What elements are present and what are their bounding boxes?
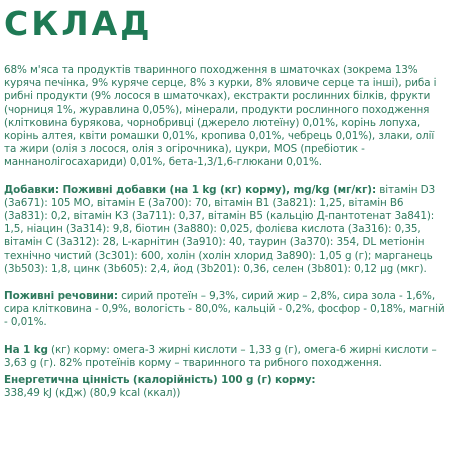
energy-text: 338,49 kJ (кДж) (80,9 kcal (ккал))	[4, 387, 181, 400]
composition-text: 68% м'яса та продуктів тваринного походження в шматочках (зокрема 13% куряча печінка, 9% куряче серце, 8% з курки, 8% яловиче серце та інші), риба і рибні продукти (9% лосося в шматочках), екстракти рослинних білків, фрукти (чорниця 1%, журавлина 0,05%), мінерали, продукти рослинного походження (клітковина бурякова, чорнобривці (джерело лютеїну) 0,01%, корінь лопуха, корінь алтея, квіти ромашки 0,01%, кропива 0,01%, чебрець 0,01%), злаки, олії та жири (олія з лосося, олія з огірочника), цукри, MOS (пребіотик - маннанолігосахариди) 0,01%, бета-1,3/1,6-глюкани 0,01%.	[4, 64, 437, 169]
composition-panel	[4, 4, 446, 414]
page-title: СКЛАД	[4, 4, 153, 43]
per-kg-paragraph	[4, 344, 446, 370]
per-kg-text: (кг) корму: омега-3 жирні кислоти – 1,33 g (г), омега-6 жирні кислоти – 3,63 g (г). 82% протеїнів корму – тваринного та рибного походження.	[4, 343, 437, 369]
per-kg-label: На 1 kg	[4, 343, 48, 356]
energy-paragraph	[4, 374, 446, 400]
nutrients-text: сирий протеїн – 9,3%, сирий жир – 2,8%, сира зола - 1,6%, сира клітковина - 0,9%, вологість - 80,0%, кальцій - 0,2%, фосфор - 0,18%, магній - 0,01%.	[4, 290, 445, 329]
energy-label: Енергетична цінність (калорійність) 100 g (г) корму:	[4, 374, 316, 387]
nutrients-paragraph	[4, 290, 446, 330]
additives-text: вітамін D3 (3a671): 105 МО, вітамін Е (3a700): 70, вітамін В1 (3a821): 1,25, вітамін В6 (3a831): 0,2, вітамін К3 (3a711): 0,37, вітамін В5 (кальцію Д-пантотенат 3a841): 1,5, ніацин (3a314): 9,8, біотин (3a880): 0,025, фолієва кислота (3a316): 0,35, вітамін С (3a312): 28, L-карнітин (3a910): 40, таурин (3a370): 354, DL метіонін технічно чистий (3c301): 600, холін (холін хлорид 3a890): 1,05 g (г); марганець (3b503): 1,8, цинк (3b605): 2,4, йод (3b201): 0,36, селен (3b801): 0,12 µg (мкг).	[4, 183, 436, 275]
nutrients-label: Поживні речовини:	[4, 290, 118, 303]
additives-paragraph	[4, 184, 446, 276]
additives-label: Добавки: Поживні добавки (на 1 kg (кг) корму), mg/kg (мг/кг):	[4, 183, 377, 196]
